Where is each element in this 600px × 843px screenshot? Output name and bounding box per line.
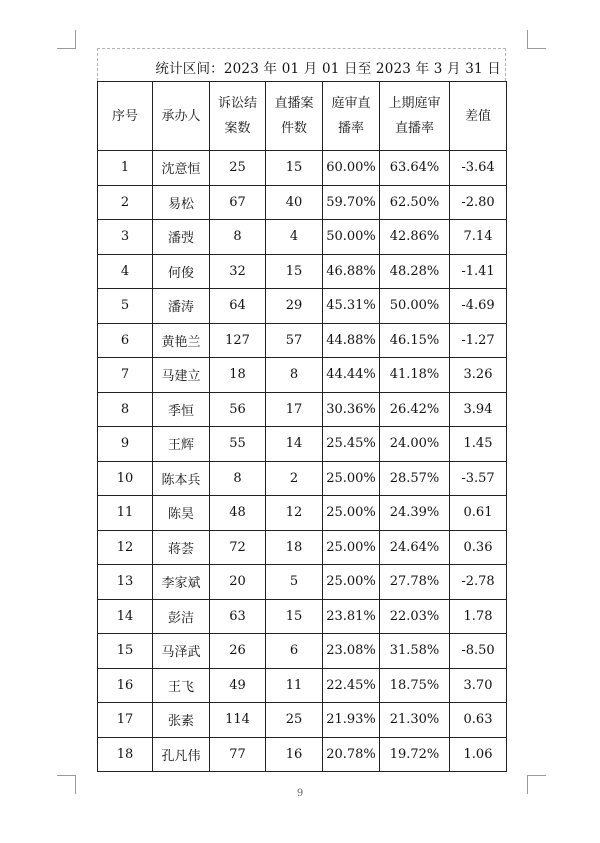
cell-broadcast-rate: 20.78% [323, 737, 380, 772]
cell-prev-broadcast-rate: 46.15% [380, 323, 450, 358]
cell-broadcast-rate: 44.88% [323, 323, 380, 358]
cell-broadcast-cases: 8 [266, 358, 323, 393]
cell-broadcast-cases: 18 [266, 530, 323, 565]
table-row [98, 530, 507, 565]
table-row [98, 461, 507, 496]
table-body [98, 151, 507, 772]
column-header-line: 庭审直 [331, 96, 371, 111]
cell-handler: 王辉 [153, 427, 210, 462]
cell-prev-broadcast-rate: 26.42% [380, 392, 450, 427]
cell-broadcast-cases: 11 [266, 668, 323, 703]
cell-handler: 潘弢 [153, 220, 210, 255]
cell-broadcast-rate: 50.00% [323, 220, 380, 255]
column-header-line: 诉讼结 [217, 96, 257, 111]
cell-index: 11 [98, 496, 153, 531]
cell-broadcast-rate: 25.00% [323, 461, 380, 496]
cell-index: 8 [98, 392, 153, 427]
cell-index: 3 [98, 220, 153, 255]
cell-broadcast-rate: 25.00% [323, 496, 380, 531]
cell-broadcast-cases: 6 [266, 634, 323, 669]
cell-index: 2 [98, 185, 153, 220]
cell-broadcast-rate: 60.00% [323, 151, 380, 186]
column-header-line: 播率 [337, 121, 364, 136]
cell-index: 6 [98, 323, 153, 358]
cell-difference: -2.78 [450, 565, 507, 600]
table-row [98, 496, 507, 531]
cell-closed-cases: 32 [210, 254, 266, 289]
crop-mark-top-left [57, 30, 76, 49]
cell-closed-cases: 114 [210, 703, 266, 738]
cell-closed-cases: 77 [210, 737, 266, 772]
cell-difference: 0.36 [450, 530, 507, 565]
column-header-line: 案数 [224, 121, 251, 136]
cell-broadcast-cases: 14 [266, 427, 323, 462]
cell-index: 9 [98, 427, 153, 462]
cell-prev-broadcast-rate: 62.50% [380, 185, 450, 220]
cell-closed-cases: 127 [210, 323, 266, 358]
cell-broadcast-rate: 23.08% [323, 634, 380, 669]
cell-broadcast-cases: 15 [266, 151, 323, 186]
cell-handler: 黄艳兰 [153, 323, 210, 358]
table-row [98, 668, 507, 703]
cell-closed-cases: 8 [210, 461, 266, 496]
cell-prev-broadcast-rate: 41.18% [380, 358, 450, 393]
cell-handler: 蒋荟 [153, 530, 210, 565]
cell-difference: -3.57 [450, 461, 507, 496]
cell-closed-cases: 25 [210, 151, 266, 186]
cell-index: 16 [98, 668, 153, 703]
cell-difference: 3.26 [450, 358, 507, 393]
cell-handler: 王飞 [153, 668, 210, 703]
cell-broadcast-cases: 29 [266, 289, 323, 324]
cell-difference: -4.69 [450, 289, 507, 324]
cell-broadcast-cases: 5 [266, 565, 323, 600]
cell-broadcast-cases: 17 [266, 392, 323, 427]
cell-index: 13 [98, 565, 153, 600]
table-row [98, 565, 507, 600]
cell-closed-cases: 63 [210, 599, 266, 634]
cell-closed-cases: 49 [210, 668, 266, 703]
cell-broadcast-cases: 40 [266, 185, 323, 220]
table-row [98, 392, 507, 427]
cell-difference: 1.06 [450, 737, 507, 772]
cell-broadcast-rate: 59.70% [323, 185, 380, 220]
cell-index: 14 [98, 599, 153, 634]
column-header-line: 上期庭审 [388, 96, 441, 111]
table-row [98, 254, 507, 289]
cell-closed-cases: 67 [210, 185, 266, 220]
column-header-handler [153, 82, 210, 151]
column-header-index [98, 82, 153, 151]
cell-handler: 张素 [153, 703, 210, 738]
table-row [98, 185, 507, 220]
cell-closed-cases: 26 [210, 634, 266, 669]
cell-prev-broadcast-rate: 24.00% [380, 427, 450, 462]
cell-handler: 李家斌 [153, 565, 210, 600]
cell-broadcast-cases: 2 [266, 461, 323, 496]
cell-difference: -3.64 [450, 151, 507, 186]
cell-broadcast-rate: 46.88% [323, 254, 380, 289]
cell-broadcast-cases: 12 [266, 496, 323, 531]
cell-closed-cases: 8 [210, 220, 266, 255]
cell-prev-broadcast-rate: 24.39% [380, 496, 450, 531]
cell-index: 1 [98, 151, 153, 186]
cell-prev-broadcast-rate: 22.03% [380, 599, 450, 634]
cell-broadcast-rate: 25.45% [323, 427, 380, 462]
cell-handler: 易松 [153, 185, 210, 220]
cell-handler: 马建立 [153, 358, 210, 393]
cell-prev-broadcast-rate: 50.00% [380, 289, 450, 324]
live-broadcast-stats-table [97, 81, 507, 772]
cell-closed-cases: 48 [210, 496, 266, 531]
cell-broadcast-rate: 25.00% [323, 565, 380, 600]
cell-broadcast-cases: 4 [266, 220, 323, 255]
cell-prev-broadcast-rate: 31.58% [380, 634, 450, 669]
table-row [98, 358, 507, 393]
cell-difference: 0.61 [450, 496, 507, 531]
cell-prev-broadcast-rate: 24.64% [380, 530, 450, 565]
cell-broadcast-cases: 15 [266, 599, 323, 634]
cell-handler: 孔凡伟 [153, 737, 210, 772]
cell-difference: 3.94 [450, 392, 507, 427]
cell-closed-cases: 18 [210, 358, 266, 393]
table-row [98, 151, 507, 186]
cell-prev-broadcast-rate: 27.78% [380, 565, 450, 600]
cell-closed-cases: 64 [210, 289, 266, 324]
cell-prev-broadcast-rate: 28.57% [380, 461, 450, 496]
column-header-difference [450, 82, 507, 151]
cell-difference: 0.63 [450, 703, 507, 738]
cell-index: 7 [98, 358, 153, 393]
cell-handler: 季恒 [153, 392, 210, 427]
cell-closed-cases: 56 [210, 392, 266, 427]
cell-closed-cases: 72 [210, 530, 266, 565]
cell-handler: 沈意恒 [153, 151, 210, 186]
cell-index: 17 [98, 703, 153, 738]
cell-prev-broadcast-rate: 63.64% [380, 151, 450, 186]
cell-index: 12 [98, 530, 153, 565]
cell-broadcast-cases: 25 [266, 703, 323, 738]
cell-index: 4 [98, 254, 153, 289]
cell-broadcast-cases: 57 [266, 323, 323, 358]
cell-difference: -1.27 [450, 323, 507, 358]
cell-difference: 1.45 [450, 427, 507, 462]
cell-difference: 3.70 [450, 668, 507, 703]
cell-index: 18 [98, 737, 153, 772]
cell-broadcast-rate: 30.36% [323, 392, 380, 427]
cell-broadcast-rate: 23.81% [323, 599, 380, 634]
cell-index: 10 [98, 461, 153, 496]
cell-broadcast-rate: 44.44% [323, 358, 380, 393]
cell-difference: -2.80 [450, 185, 507, 220]
column-header-line: 件数 [280, 121, 307, 136]
cell-prev-broadcast-rate: 18.75% [380, 668, 450, 703]
table-row [98, 599, 507, 634]
table-header [98, 82, 507, 151]
cell-difference: -1.41 [450, 254, 507, 289]
cell-index: 5 [98, 289, 153, 324]
table-row [98, 323, 507, 358]
column-header-line: 差值 [464, 108, 491, 124]
table-row [98, 737, 507, 772]
cell-closed-cases: 20 [210, 565, 266, 600]
cell-prev-broadcast-rate: 42.86% [380, 220, 450, 255]
table-row [98, 634, 507, 669]
cell-handler: 潘涛 [153, 289, 210, 324]
cell-handler: 陈昊 [153, 496, 210, 531]
table-row [98, 427, 507, 462]
cell-prev-broadcast-rate: 48.28% [380, 254, 450, 289]
cell-handler: 何俊 [153, 254, 210, 289]
cell-broadcast-rate: 21.93% [323, 703, 380, 738]
cell-broadcast-rate: 25.00% [323, 530, 380, 565]
column-header-line: 序号 [111, 108, 138, 124]
table-caption-box [97, 48, 506, 81]
header-row [98, 82, 507, 151]
cell-handler: 马泽武 [153, 634, 210, 669]
table-row [98, 703, 507, 738]
cell-difference: -8.50 [450, 634, 507, 669]
cell-handler: 彭洁 [153, 599, 210, 634]
cell-broadcast-cases: 15 [266, 254, 323, 289]
cell-difference: 1.78 [450, 599, 507, 634]
cell-difference: 7.14 [450, 220, 507, 255]
cell-handler: 陈本兵 [153, 461, 210, 496]
cell-broadcast-cases: 16 [266, 737, 323, 772]
column-header-line: 直播案 [274, 96, 314, 111]
cell-prev-broadcast-rate: 19.72% [380, 737, 450, 772]
column-header-line: 承办人 [161, 108, 201, 124]
cell-broadcast-rate: 22.45% [323, 668, 380, 703]
cell-broadcast-rate: 45.31% [323, 289, 380, 324]
table-row [98, 289, 507, 324]
column-header-broadcast-rate [323, 82, 380, 151]
cell-prev-broadcast-rate: 21.30% [380, 703, 450, 738]
column-header-broadcast-cases [266, 82, 323, 151]
cell-index: 15 [98, 634, 153, 669]
page-number: 9 [296, 788, 304, 799]
cell-closed-cases: 55 [210, 427, 266, 462]
column-header-line: 直播率 [394, 121, 434, 136]
column-header-prev-broadcast-rate [380, 82, 450, 151]
table-row [98, 220, 507, 255]
crop-mark-top-right [527, 30, 546, 49]
statistics-period: 统计区间：2023 年 01 月 01 日至 2023 年 3 月 31 日 [155, 61, 501, 77]
column-header-closed-cases [210, 82, 266, 151]
